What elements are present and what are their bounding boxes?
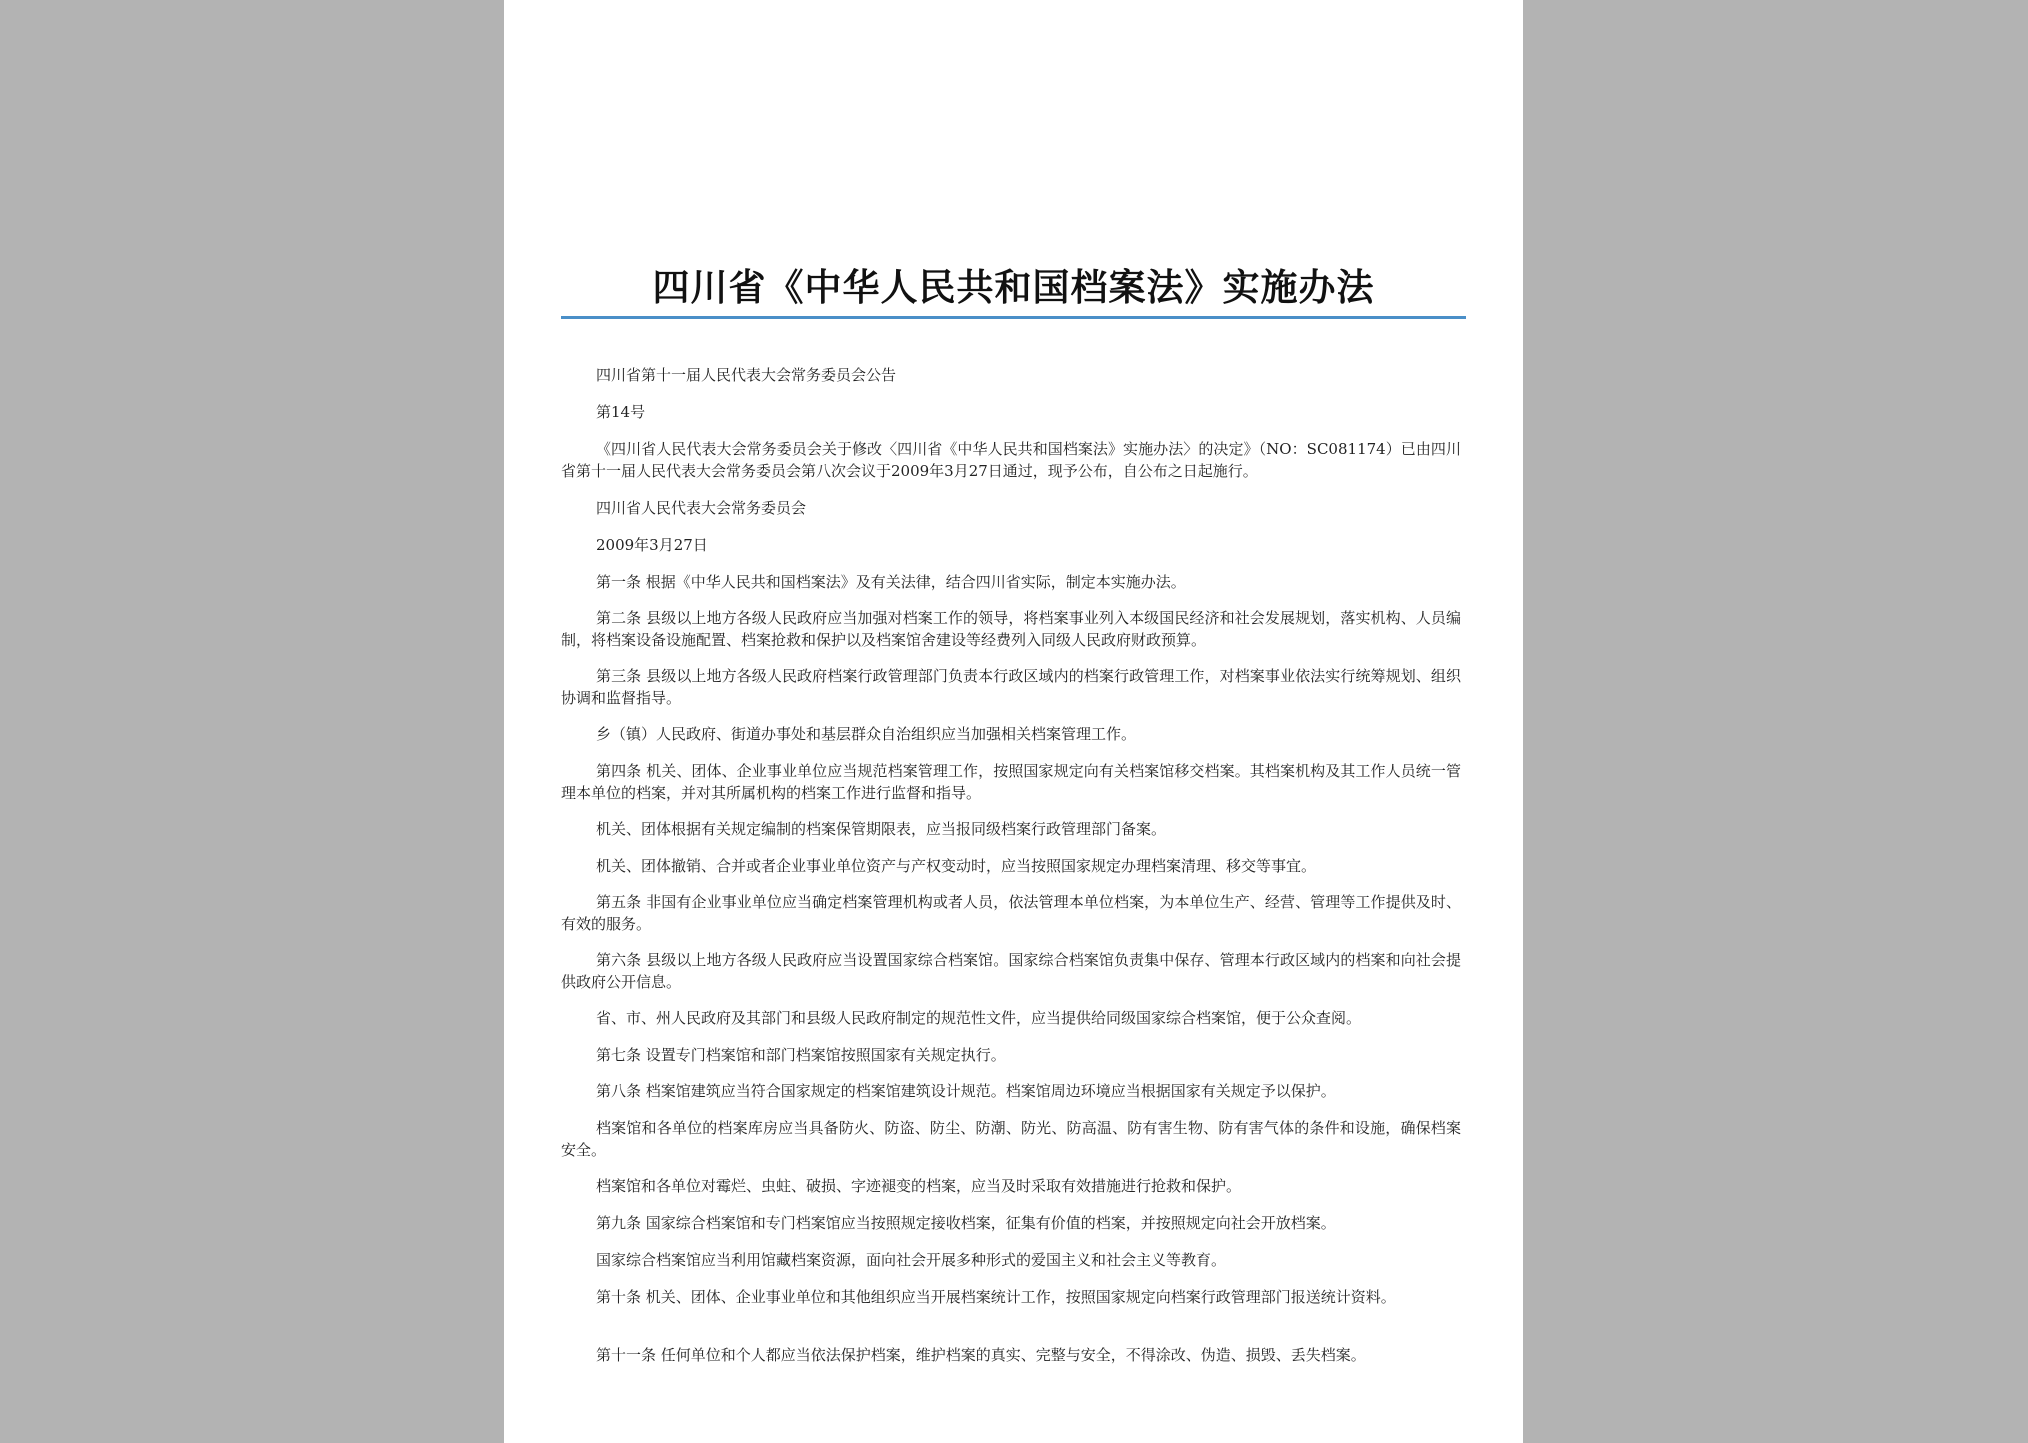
article-4: 第四条 机关、团体、企业事业单位应当规范档案管理工作，按照国家规定向有关档案馆移交档案。其档案机构及其工作人员统一管理本单位的档案，并对其所属机构的档案工作进行监督和指导。 xyxy=(561,762,1461,802)
article-10: 第十条 机关、团体、企业事业单位和其他组织应当开展档案统计工作，按照国家规定向档案行政管理部门报送统计资料。 xyxy=(596,1288,1396,1306)
document-page xyxy=(504,0,1523,1443)
title-underline xyxy=(561,316,1466,319)
article-3: 第三条 县级以上地方各级人民政府档案行政管理部门负责本行政区域内的档案行政管理工作，对档案事业依法实行统筹规划、组织协调和监督指导。 xyxy=(561,667,1461,707)
article-8-paragraph-3: 档案馆和各单位对霉烂、虫蛀、破损、字迹褪变的档案，应当及时采取有效措施进行抢救和保护。 xyxy=(596,1177,1242,1195)
issue-date: 2009年3月27日 xyxy=(596,536,708,554)
article-4-paragraph-3: 机关、团体撤销、合并或者企业事业单位资产与产权变动时，应当按照国家规定办理档案清理、移交等事宜。 xyxy=(596,857,1317,875)
article-1: 第一条 根据《中华人民共和国档案法》及有关法律，结合四川省实际，制定本实施办法。 xyxy=(596,573,1186,591)
article-5: 第五条 非国有企业事业单位应当确定档案管理机构或者人员，依法管理本单位档案，为本单位生产、经营、管理等工作提供及时、有效的服务。 xyxy=(561,893,1461,933)
announcement-number: 第14号 xyxy=(596,403,646,421)
issuer-name: 四川省人民代表大会常务委员会 xyxy=(596,499,807,517)
article-9-paragraph-2: 国家综合档案馆应当利用馆藏档案资源，面向社会开展多种形式的爱国主义和社会主义等教育。 xyxy=(596,1251,1227,1269)
article-8-paragraph-2: 档案馆和各单位的档案库房应当具备防火、防盗、防尘、防潮、防光、防高温、防有害生物、防有害气体的条件和设施，确保档案安全。 xyxy=(561,1119,1461,1159)
article-11: 第十一条 任何单位和个人都应当依法保护档案，维护档案的真实、完整与安全，不得涂改、伪造、损毁、丢失档案。 xyxy=(596,1346,1366,1364)
article-9: 第九条 国家综合档案馆和专门档案馆应当按照规定接收档案，征集有价值的档案，并按照规定向社会开放档案。 xyxy=(596,1214,1336,1232)
article-6-paragraph-2: 省、市、州人民政府及其部门和县级人民政府制定的规范性文件，应当提供给同级国家综合档案馆，便于公众查阅。 xyxy=(596,1009,1362,1027)
article-2: 第二条 县级以上地方各级人民政府应当加强对档案工作的领导，将档案事业列入本级国民经济和社会发展规划，落实机构、人员编制，将档案设备设施配置、档案抢救和保护以及档案馆舍建设等经费列入同级人民政府财政预算。 xyxy=(561,609,1461,649)
article-4-paragraph-2: 机关、团体根据有关规定编制的档案保管期限表，应当报同级档案行政管理部门备案。 xyxy=(596,820,1167,838)
article-6: 第六条 县级以上地方各级人民政府应当设置国家综合档案馆。国家综合档案馆负责集中保存、管理本行政区域内的档案和向社会提供政府公开信息。 xyxy=(561,951,1461,991)
article-8: 第八条 档案馆建筑应当符合国家规定的档案馆建筑设计规范。档案馆周边环境应当根据国家有关规定予以保护。 xyxy=(596,1082,1336,1100)
article-3-paragraph-2: 乡（镇）人民政府、街道办事处和基层群众自治组织应当加强相关档案管理工作。 xyxy=(596,725,1137,743)
announcement-body: 《四川省人民代表大会常务委员会关于修改〈四川省《中华人民共和国档案法》实施办法〉的决定》（NO：SC081174）已由四川省第十一届人民代表大会常务委员会第八次会议于2009年3月27日通过，现予公布，自公布之日起施行。 xyxy=(561,440,1461,480)
article-7: 第七条 设置专门档案馆和部门档案馆按照国家有关规定执行。 xyxy=(596,1046,1006,1064)
document-title: 四川省《中华人民共和国档案法》实施办法 xyxy=(652,265,1375,309)
announcement-heading: 四川省第十一届人民代表大会常务委员会公告 xyxy=(596,366,897,384)
